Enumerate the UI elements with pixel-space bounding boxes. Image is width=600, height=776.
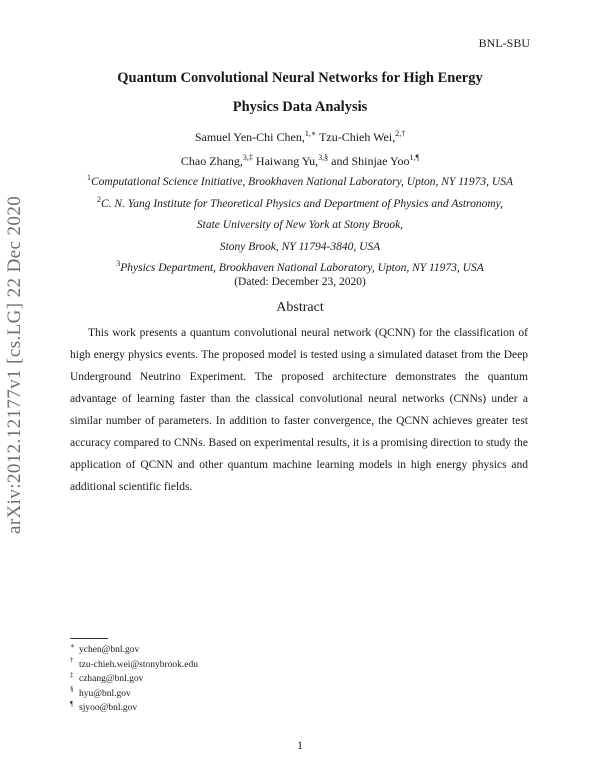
author-name: Tzu-Chieh Wei, (319, 130, 396, 144)
affiliation-mark: 3 (116, 259, 121, 269)
footnote-email[interactable]: tzu-chieh.wei@stonybrook.edu (79, 659, 199, 670)
title-line-2: Physics Data Analysis (232, 99, 368, 115)
affiliation-text: State University of New York at Stony Brook, (196, 219, 404, 231)
affiliation-mark: 2 (97, 194, 102, 204)
abstract-body: This work presents a quantum convolutional neural network (QCNN) for the classification of high energy physics events. The proposed model is tested using a simulated dataset from the Deep Underground Neutrino Experiment. The proposed architecture demonstrates the quantum advantage of learning faster than the classical convolutional neural networks (CNNs) under a similar number of parameters. In addition to faster convergence, the QCNN achieves greater test accuracy compared to CNNs. Based on experimental results, it is a promising direction to study the application of QCNN and other quantum machine learning models in high energy physics and additional scientific fields. (70, 327, 528, 493)
footnote-item: ¶ sjyoo@bnl.gov (70, 699, 138, 713)
affiliation-line (60, 194, 540, 216)
affiliation-line (60, 215, 540, 237)
affiliation-line (60, 172, 540, 194)
footnote-item: § hyu@bnl.gov (70, 685, 131, 699)
affiliation-text: Physics Department, Brookhaven National Laboratory, Upton, NY 11973, USA (120, 262, 484, 274)
author-affiliation-mark: 1,¶ (409, 153, 420, 162)
page-number: 1 (297, 738, 303, 752)
affiliation-text: C. N. Yang Institute for Theoretical Physics and Department of Physics and Astronomy, (101, 197, 503, 210)
author-list (70, 125, 530, 173)
abstract-heading: Abstract (276, 300, 324, 315)
author-name: Haiwang Yu, (255, 154, 319, 168)
footnote-list (70, 643, 370, 716)
footnote-email[interactable]: hyu@bnl.gov (79, 688, 131, 699)
author-line-1 (70, 125, 530, 149)
author-affiliation-mark: 2,† (395, 129, 406, 138)
author-affiliation-mark: 3,‡ (242, 153, 253, 162)
footnote-item: ‡ czhang@bnl.gov (70, 670, 144, 684)
affiliation-text: Stony Brook, NY 11794-3840, USA (219, 240, 381, 253)
author-line-2 (70, 149, 530, 173)
author-affiliation-mark: 3,§ (318, 153, 329, 162)
author-affiliation-mark: 1,∗ (304, 129, 317, 138)
paper-title (70, 64, 530, 122)
author-name: Chao Zhang, (180, 154, 243, 168)
author-name: and Shinjae Yoo (331, 154, 410, 168)
footnote-item: † tzu-chieh.wei@stonybrook.edu (70, 656, 199, 670)
affiliation-list (60, 172, 540, 280)
report-id: BNL-SBU (478, 36, 530, 50)
affiliation-mark: 1 (87, 173, 92, 183)
footnote-item: ∗ ychen@bnl.gov (70, 641, 140, 655)
arxiv-identifier-stamp[interactable]: arXiv:2012.12177v1 [cs.LG] 22 Dec 2020 (4, 195, 25, 535)
footnote-email[interactable]: ychen@bnl.gov (79, 645, 140, 655)
footnote-divider (70, 638, 108, 639)
footnote-email[interactable]: sjyoo@bnl.gov (79, 703, 138, 713)
author-name: Samuel Yen-Chi Chen, (194, 130, 305, 144)
affiliation-line (60, 237, 540, 259)
date-line: (Dated: December 23, 2020) (234, 276, 366, 288)
footnote-email[interactable]: czhang@bnl.gov (79, 674, 144, 684)
title-line-1: Quantum Convolutional Neural Networks for High Energy (117, 70, 483, 86)
affiliation-text: Computational Science Initiative, Brookhaven National Laboratory, Upton, NY 11973, USA (91, 176, 513, 188)
